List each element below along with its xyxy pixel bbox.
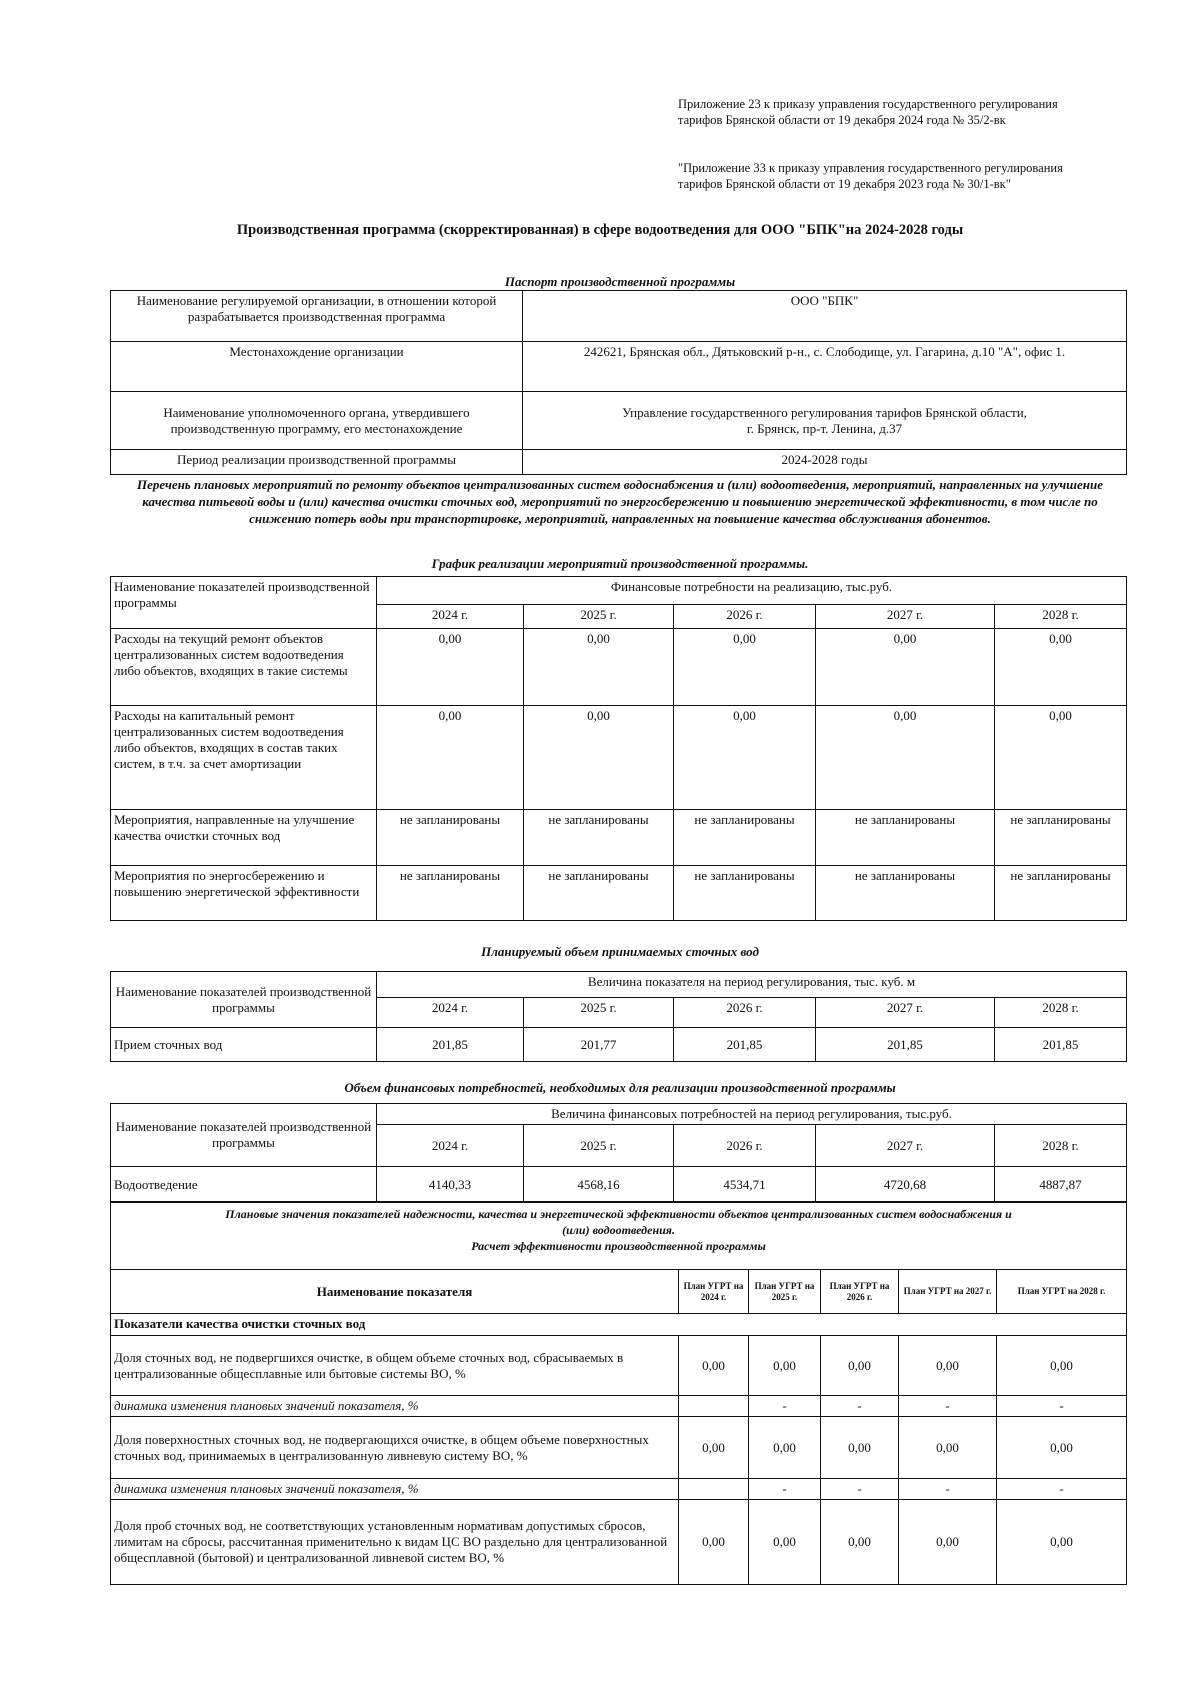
passport-value-location: 242621, Брянская обл., Дятьковский р-н., с. Слободище, ул. Гагарина, д.10 "А", офис 1. xyxy=(523,342,1127,392)
volume-year: 2026 г. xyxy=(674,998,816,1028)
table-row xyxy=(111,1479,1127,1500)
indicators-plan-head: План УГРТ на 2026 г. xyxy=(821,1270,899,1314)
volume-head-label: Наименование показателей производственной программы xyxy=(111,972,377,1028)
volume-cell: 201,85 xyxy=(674,1028,816,1062)
measures-year: 2026 г. xyxy=(674,605,816,629)
finance-row-label: Водоотведение xyxy=(111,1167,377,1203)
volume-year: 2025 г. xyxy=(524,998,674,1028)
indicators-cell: 0,00 xyxy=(997,1417,1127,1479)
passport-caption: Паспорт производственной программы xyxy=(504,274,736,289)
finance-year: 2028 г. xyxy=(995,1125,1127,1167)
measures-cell: 0,00 xyxy=(816,706,995,810)
passport-table xyxy=(110,290,1127,475)
indicators-caption-line1: Плановые значения показателей надежности, качества и энергетической эффективности объектов централизованных систем водоснабжения и xyxy=(225,1207,1012,1221)
volume-year: 2028 г. xyxy=(995,998,1127,1028)
passport-label-period: Период реализации производственной программы xyxy=(111,450,523,475)
measures-cell: 0,00 xyxy=(377,706,524,810)
indicators-cell: 0,00 xyxy=(821,1500,899,1585)
finance-year: 2025 г. xyxy=(524,1125,674,1167)
passport-value-org: ООО "БПК" xyxy=(523,291,1127,342)
volume-row-label: Прием сточных вод xyxy=(111,1028,377,1062)
finance-year: 2027 г. xyxy=(816,1125,995,1167)
finance-cell: 4887,87 xyxy=(995,1167,1127,1203)
volume-table xyxy=(110,971,1127,1062)
table-row xyxy=(111,1500,1127,1585)
finance-head-label: Наименование показателей производственной программы xyxy=(111,1104,377,1167)
indicators-cell: 0,00 xyxy=(679,1336,749,1396)
indicators-table xyxy=(110,1201,1127,1585)
indicators-cell: 0,00 xyxy=(899,1417,997,1479)
volume-year: 2027 г. xyxy=(816,998,995,1028)
measures-row-label: Расходы на капитальный ремонт централизованных систем водоотведения либо объектов, входящих в состав таких систем, в т.ч. за счет амортизации xyxy=(111,706,377,810)
measures-caption: Перечень плановых мероприятий по ремонту объектов централизованных систем водоснабжения и (или) водоотведения, мероприятий, направленных на улучшение качества питьевой воды и (или) качества очистки сточных вод, мероприятий по энергосбережению и повышению энергетической эффективности, в том числе по снижению потерь воды при транспортировке, мероприятий, направленных на повышение качества обслуживания абонентов. xyxy=(137,477,1103,526)
indicators-cell: 0,00 xyxy=(679,1500,749,1585)
measures-cell: не запланированы xyxy=(524,866,674,921)
indicators-plan-head: План УГРТ на 2024 г. xyxy=(679,1270,749,1314)
indicators-plan-head: План УГРТ на 2028 г. xyxy=(997,1270,1127,1314)
passport-value-authority xyxy=(523,392,1127,450)
indicators-cell: 0,00 xyxy=(821,1336,899,1396)
measures-year: 2024 г. xyxy=(377,605,524,629)
measures-head-group: Финансовые потребности на реализацию, тыс.руб. xyxy=(377,577,1127,605)
table-row xyxy=(111,866,1127,921)
measures-cell: не запланированы xyxy=(674,866,816,921)
finance-caption: Объем финансовых потребностей, необходимых для реализации производственной программы xyxy=(344,1080,896,1095)
volume-year: 2024 г. xyxy=(377,998,524,1028)
table-row xyxy=(111,1417,1127,1479)
document-title: Производственная программа (скорректированная) в сфере водоотведения для ООО "БПК"на 2024-2028 годы xyxy=(236,222,964,238)
measures-cell: не запланированы xyxy=(524,810,674,866)
finance-cell: 4568,16 xyxy=(524,1167,674,1203)
measures-cell: не запланированы xyxy=(674,810,816,866)
indicators-plan-head: План УГРТ на 2027 г. xyxy=(899,1270,997,1314)
dynamics-cell: - xyxy=(899,1479,997,1500)
volume-cell: 201,85 xyxy=(995,1028,1127,1062)
finance-head-group: Величина финансовых потребностей на период регулирования, тыс.руб. xyxy=(377,1104,1127,1125)
measures-table xyxy=(110,576,1127,921)
measures-cell: 0,00 xyxy=(995,629,1127,706)
indicators-cell: 0,00 xyxy=(899,1500,997,1585)
dynamics-cell: - xyxy=(821,1396,899,1417)
table-row xyxy=(111,1396,1127,1417)
indicators-row-label: Доля проб сточных вод, не соответствующих установленным нормативам допустимых сбросов, лимитам на сбросы, рассчитанная применительно к видам ЦС ВО раздельно для централизованной общесплавной (бытовой) и централизованной ливневой систем ВО, % xyxy=(111,1500,679,1585)
finance-cell: 4720,68 xyxy=(816,1167,995,1203)
dynamics-cell: - xyxy=(997,1396,1127,1417)
measures-cell: 0,00 xyxy=(995,706,1127,810)
passport-label-location: Местонахождение организации xyxy=(111,342,523,392)
indicators-cell: 0,00 xyxy=(997,1336,1127,1396)
indicators-cell: 0,00 xyxy=(821,1417,899,1479)
passport-label-org: Наименование регулируемой организации, в отношении которой разрабатывается производственная программа xyxy=(111,291,523,342)
dynamics-cell: - xyxy=(821,1479,899,1500)
finance-year: 2026 г. xyxy=(674,1125,816,1167)
measures-cell: 0,00 xyxy=(674,706,816,810)
volume-caption: Планируемый объем принимаемых сточных вод xyxy=(481,944,759,959)
dynamics-cell xyxy=(679,1479,749,1500)
annex-note-1: Приложение 23 к приказу управления государственного регулирования тарифов Брянской области от 19 декабря 2024 года № 35/2-вк xyxy=(678,97,1058,127)
authority-name: Управление государственного регулирования тарифов Брянской области, xyxy=(622,404,1027,420)
measures-cell: 0,00 xyxy=(674,629,816,706)
measures-year: 2028 г. xyxy=(995,605,1127,629)
indicators-caption-line3: Расчет эффективности производственной программы xyxy=(471,1239,766,1253)
dynamics-cell: - xyxy=(997,1479,1127,1500)
measures-cell: 0,00 xyxy=(377,629,524,706)
dynamics-label: динамика изменения плановых значений показателя, % xyxy=(111,1396,679,1417)
volume-cell: 201,77 xyxy=(524,1028,674,1062)
measures-row-label: Мероприятия, направленные на улучшение качества очистки сточных вод xyxy=(111,810,377,866)
indicators-plan-head: План УГРТ на 2025 г. xyxy=(749,1270,821,1314)
indicators-head-label: Наименование показателя xyxy=(111,1270,679,1314)
finance-cell: 4534,71 xyxy=(674,1167,816,1203)
measures-cell: не запланированы xyxy=(995,810,1127,866)
indicators-cell: 0,00 xyxy=(899,1336,997,1396)
finance-year: 2024 г. xyxy=(377,1125,524,1167)
passport-label-authority: Наименование уполномоченного органа, утвердившего производственную программу, его местонахождение xyxy=(111,392,523,450)
measures-cell: 0,00 xyxy=(524,706,674,810)
indicators-caption-line2: (или) водоотведения. xyxy=(562,1223,675,1237)
measures-cell: 0,00 xyxy=(816,629,995,706)
measures-row-label: Мероприятия по энергосбережению и повышению энергетической эффективности xyxy=(111,866,377,921)
measures-cell: не запланированы xyxy=(816,810,995,866)
indicators-cell: 0,00 xyxy=(749,1417,821,1479)
measures-year: 2027 г. xyxy=(816,605,995,629)
annex-note-2: "Приложение 33 к приказу управления государственного регулирования тарифов Брянской области от 19 декабря 2023 года № 30/1-вк" xyxy=(678,161,1063,191)
passport-value-period: 2024-2028 годы xyxy=(523,450,1127,475)
table-row xyxy=(111,629,1127,706)
finance-table xyxy=(110,1103,1127,1203)
authority-address: г. Брянск, пр-т. Ленина, д.37 xyxy=(746,420,903,436)
measures-cell: не запланированы xyxy=(995,866,1127,921)
measures-cell: не запланированы xyxy=(816,866,995,921)
table-row xyxy=(111,706,1127,810)
measures-year: 2025 г. xyxy=(524,605,674,629)
table-row xyxy=(111,1028,1127,1062)
volume-cell: 201,85 xyxy=(816,1028,995,1062)
indicators-caption xyxy=(111,1202,1127,1270)
measures-cell: не запланированы xyxy=(377,866,524,921)
dynamics-cell: - xyxy=(899,1396,997,1417)
volume-head-group: Величина показателя на период регулирования, тыс. куб. м xyxy=(377,972,1127,998)
indicators-cell: 0,00 xyxy=(749,1336,821,1396)
volume-cell: 201,85 xyxy=(377,1028,524,1062)
indicators-row-label: Доля сточных вод, не подвергшихся очистке, в общем объеме сточных вод, сбрасываемых в централизованные общесплавные или бытовые системы ВО, % xyxy=(111,1336,679,1396)
table-row xyxy=(111,1167,1127,1203)
dynamics-cell xyxy=(679,1396,749,1417)
dynamics-cell: - xyxy=(749,1396,821,1417)
indicators-cell: 0,00 xyxy=(679,1417,749,1479)
indicators-row-label: Доля поверхностных сточных вод, не подвергающихся очистке, в общем объеме поверхностных сточных вод, принимаемых в централизованную ливневую систему ВО, % xyxy=(111,1417,679,1479)
dynamics-cell: - xyxy=(749,1479,821,1500)
measures-cell: не запланированы xyxy=(377,810,524,866)
indicators-cell: 0,00 xyxy=(997,1500,1127,1585)
measures-subcaption: График реализации мероприятий производственной программы. xyxy=(431,556,809,571)
measures-cell: 0,00 xyxy=(524,629,674,706)
indicators-section-title: Показатели качества очистки сточных вод xyxy=(111,1314,1127,1336)
indicators-cell: 0,00 xyxy=(749,1500,821,1585)
table-row xyxy=(111,1336,1127,1396)
measures-row-label: Расходы на текущий ремонт объектов централизованных систем водоотведения либо объектов, входящих в такие системы xyxy=(111,629,377,706)
dynamics-label: динамика изменения плановых значений показателя, % xyxy=(111,1479,679,1500)
measures-head-label: Наименование показателей производственной программы xyxy=(111,577,377,629)
table-row xyxy=(111,810,1127,866)
finance-cell: 4140,33 xyxy=(377,1167,524,1203)
